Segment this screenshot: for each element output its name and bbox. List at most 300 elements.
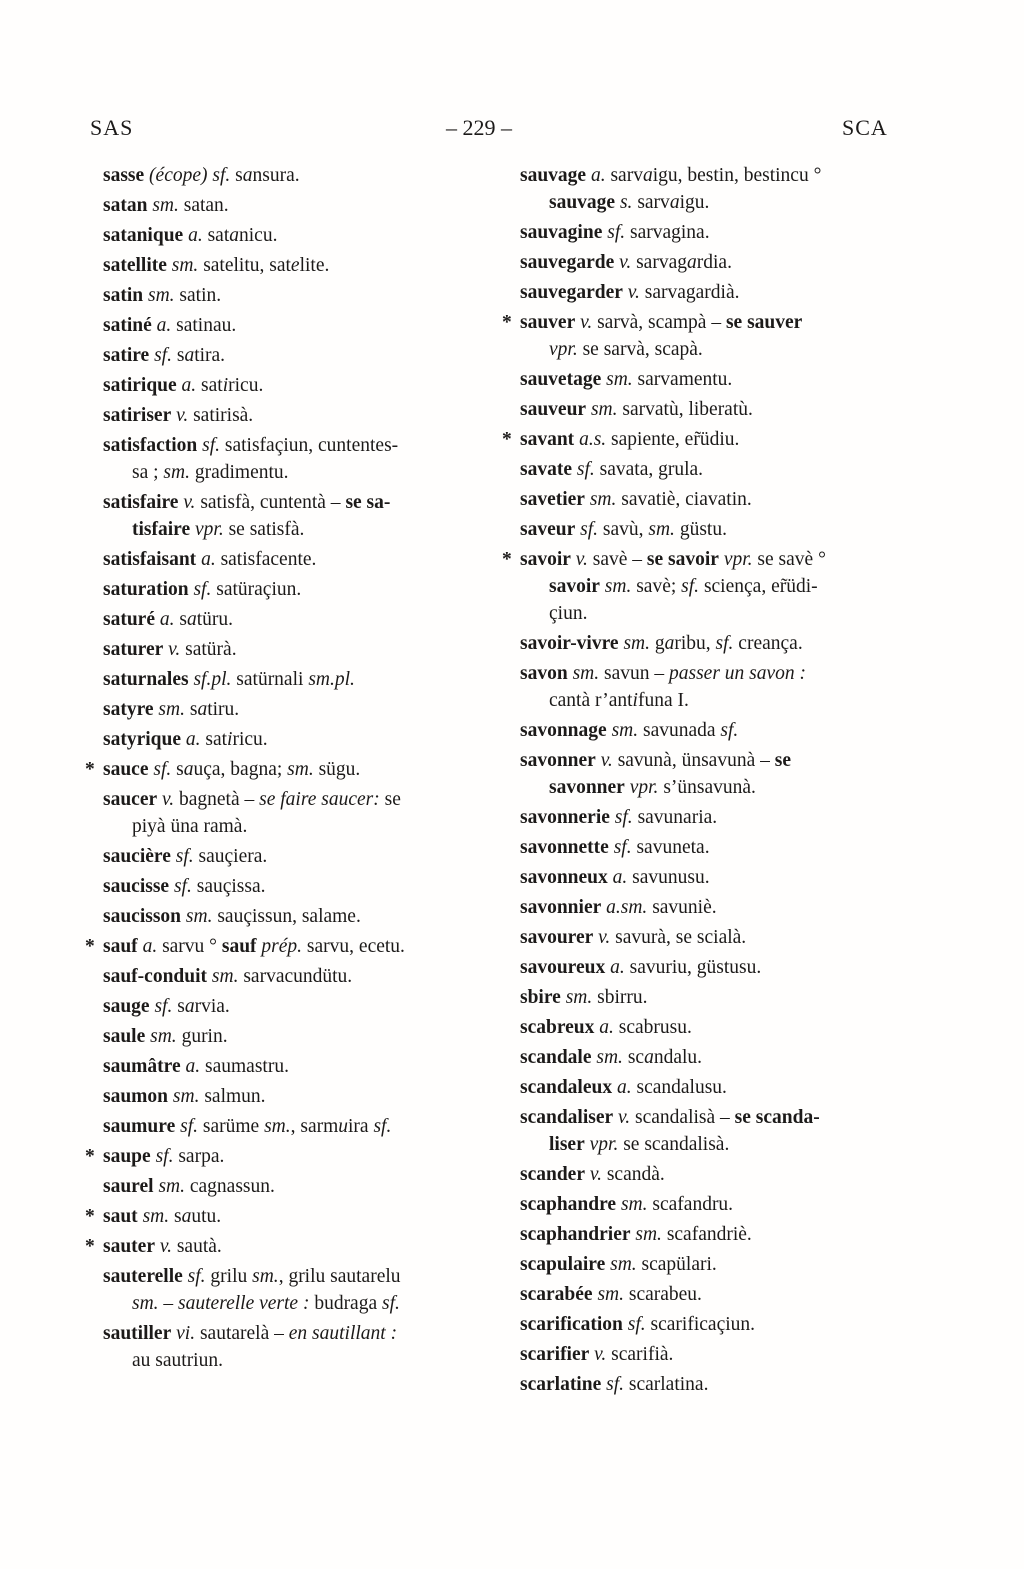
translation-text: salmun. bbox=[199, 1086, 266, 1107]
headword-text: scandale bbox=[520, 1047, 592, 1068]
italic-text: sf. bbox=[580, 519, 599, 540]
entry-line bbox=[103, 1023, 491, 1050]
translation-text: sarv bbox=[605, 165, 643, 186]
italic-text: sm. bbox=[620, 1194, 648, 1215]
translation-text: utu. bbox=[191, 1206, 222, 1227]
italic-text: a.sm. bbox=[606, 897, 648, 918]
dictionary-entry bbox=[520, 630, 912, 657]
dictionary-entry bbox=[103, 843, 491, 870]
headword-text: savourer bbox=[520, 927, 594, 948]
translation-text: funa I. bbox=[637, 690, 689, 711]
entry-line bbox=[520, 660, 912, 687]
italic-text: u bbox=[338, 1116, 349, 1137]
headword-text: scaphandre bbox=[520, 1194, 617, 1215]
entry-line bbox=[520, 1281, 912, 1308]
italic-text: i bbox=[222, 375, 229, 396]
headword-text: sauterelle bbox=[103, 1266, 183, 1287]
italic-text: sf. bbox=[607, 222, 626, 243]
headword-text: scaphandrier bbox=[520, 1224, 631, 1245]
entry-line bbox=[520, 1311, 912, 1338]
italic-text: sm. bbox=[185, 906, 213, 927]
dictionary-entry bbox=[502, 546, 912, 627]
italic-text: v. bbox=[594, 1344, 607, 1365]
italic-text: a. bbox=[610, 957, 625, 978]
dictionary-entry bbox=[520, 219, 912, 246]
headword-text: sauvagine bbox=[520, 222, 603, 243]
translation-text: sarpa. bbox=[173, 1146, 225, 1167]
headword-text: savate bbox=[520, 459, 572, 480]
headword-text: sasse bbox=[103, 165, 145, 186]
italic-text: a bbox=[669, 192, 680, 213]
translation-text: satürà. bbox=[180, 639, 237, 660]
headword-text: savoir bbox=[520, 549, 571, 570]
entry-line bbox=[103, 576, 491, 603]
translation-text: scarabeu. bbox=[623, 1284, 702, 1305]
italic-text: v. bbox=[162, 789, 175, 810]
entry-line bbox=[520, 516, 912, 543]
italic-text: a bbox=[687, 252, 697, 273]
italic-text: v. bbox=[619, 252, 632, 273]
italic-text: a bbox=[197, 699, 208, 720]
entry-line bbox=[103, 1083, 491, 1110]
entry-line bbox=[520, 279, 912, 306]
italic-text: i bbox=[632, 690, 638, 711]
entry-line bbox=[520, 954, 912, 981]
translation-text: satisfà, cuntentà – bbox=[195, 492, 346, 513]
translation-text: scafandru. bbox=[647, 1194, 734, 1215]
dictionary-entry bbox=[103, 666, 491, 693]
headword-text: saturation bbox=[103, 579, 189, 600]
italic-text: se faire saucer: bbox=[259, 789, 380, 810]
italic-text: sf. bbox=[202, 435, 221, 456]
translation-text: igu. bbox=[679, 192, 710, 213]
translation-text: lite. bbox=[299, 255, 330, 276]
italic-text: sf. bbox=[720, 720, 739, 741]
dictionary-entry bbox=[103, 696, 491, 723]
entry-line bbox=[520, 1191, 912, 1218]
italic-text: a. bbox=[159, 609, 175, 630]
translation-text: savata, grula. bbox=[594, 459, 704, 480]
translation-text: scafandriè. bbox=[661, 1224, 752, 1245]
translation-text: s bbox=[171, 759, 184, 780]
headword-text: savonnette bbox=[520, 837, 609, 858]
entry-line bbox=[103, 963, 491, 990]
translation-text: sat bbox=[196, 375, 223, 396]
translation-text: sautà. bbox=[171, 1236, 222, 1257]
translation-text: scandalisà – bbox=[630, 1107, 735, 1128]
translation-text: sauçissa. bbox=[191, 876, 266, 897]
entry-line bbox=[520, 984, 912, 1011]
italic-text: v. bbox=[176, 405, 189, 426]
italic-text: sf. bbox=[154, 996, 173, 1017]
headword-text: sauvetage bbox=[520, 369, 602, 390]
entry-line bbox=[103, 372, 491, 399]
headword-text: sbire bbox=[520, 987, 561, 1008]
headword-text: saut bbox=[103, 1206, 138, 1227]
headword-text: sauvage bbox=[549, 192, 616, 213]
translation-text: satan. bbox=[178, 195, 229, 216]
headword-text: saturer bbox=[103, 639, 164, 660]
translation-text: se scandalisà. bbox=[618, 1134, 730, 1155]
italic-text: sf. bbox=[627, 1314, 646, 1335]
asterisk-marker: * bbox=[85, 1146, 95, 1167]
headword-text: saturé bbox=[103, 609, 155, 630]
translation-text: sarüme bbox=[198, 1116, 265, 1137]
italic-text: v. bbox=[183, 492, 196, 513]
headword-text: saucisse bbox=[103, 876, 170, 897]
headword-text: saurel bbox=[103, 1176, 154, 1197]
entry-line bbox=[520, 717, 912, 744]
dictionary-entry bbox=[103, 546, 491, 573]
entry-line bbox=[520, 774, 912, 801]
headword-text: saule bbox=[103, 1026, 146, 1047]
headword-text: satellite bbox=[103, 255, 167, 276]
headword-text: savon bbox=[520, 663, 568, 684]
headword-text: savonner bbox=[549, 777, 625, 798]
entry-line bbox=[520, 924, 912, 951]
entry-line bbox=[520, 600, 912, 627]
italic-text: passer un savon : bbox=[668, 663, 807, 684]
dictionary-entry bbox=[520, 486, 912, 513]
headword-text: savoureux bbox=[520, 957, 606, 978]
translation-text: se savè ° bbox=[752, 549, 826, 570]
dictionary-entry bbox=[103, 993, 491, 1020]
translation-text: scandà. bbox=[601, 1164, 665, 1185]
entry-line bbox=[520, 1251, 912, 1278]
italic-text: sm. bbox=[610, 1254, 637, 1275]
asterisk-marker: * bbox=[85, 1236, 95, 1257]
entry-line bbox=[103, 993, 491, 1020]
translation-text: rdia. bbox=[696, 252, 732, 273]
italic-text: sm. bbox=[142, 1206, 170, 1227]
translation-text: sarvag bbox=[631, 252, 687, 273]
translation-text: scarifià. bbox=[606, 1344, 674, 1365]
translation-text: sarvu, ecetu. bbox=[302, 936, 405, 957]
italic-text: sm. bbox=[287, 759, 314, 780]
headword-text: scarlatine bbox=[520, 1374, 602, 1395]
italic-text: sm. bbox=[590, 399, 618, 420]
italic-text: sf. bbox=[614, 807, 633, 828]
translation-text: creança. bbox=[733, 633, 803, 654]
italic-text: sm. bbox=[252, 1266, 279, 1287]
italic-text: v. bbox=[627, 282, 640, 303]
dictionary-entry bbox=[520, 864, 912, 891]
italic-text: (écope) sf. bbox=[149, 165, 231, 186]
headword-text: savonnier bbox=[520, 897, 602, 918]
italic-text: i bbox=[227, 729, 233, 750]
asterisk-marker: * bbox=[502, 429, 512, 450]
entry-line bbox=[520, 864, 912, 891]
translation-text: güstu. bbox=[674, 519, 727, 540]
translation-text: sciença, er̃üdi- bbox=[699, 576, 818, 597]
italic-text: sf. bbox=[576, 459, 595, 480]
italic-text: sf.pl. bbox=[193, 669, 232, 690]
headword-text: satyrique bbox=[103, 729, 181, 750]
translation-text: sautarelà – bbox=[195, 1323, 289, 1344]
italic-text: a. bbox=[142, 936, 158, 957]
translation-text: piyà üna ramà. bbox=[132, 816, 248, 837]
entry-line bbox=[103, 726, 491, 753]
dictionary-entry bbox=[103, 1320, 491, 1374]
dictionary-entry bbox=[520, 1191, 912, 1218]
entry-line bbox=[103, 516, 491, 543]
translation-text: scapülari. bbox=[636, 1254, 717, 1275]
dictionary-entry bbox=[103, 432, 491, 486]
italic-text: e bbox=[290, 255, 300, 276]
italic-text: sm. bbox=[589, 489, 617, 510]
entry-line bbox=[520, 189, 912, 216]
italic-text: a. bbox=[612, 867, 628, 888]
translation-text: uça, bagna; bbox=[193, 759, 288, 780]
dictionary-entry bbox=[520, 717, 912, 744]
headword-text: scandaleux bbox=[520, 1077, 613, 1098]
dictionary-entry bbox=[520, 279, 912, 306]
translation-text: cagnassun. bbox=[184, 1176, 275, 1197]
italic-text: vpr. bbox=[589, 1134, 619, 1155]
italic-text: sm. bbox=[150, 1026, 177, 1047]
italic-text: a bbox=[242, 165, 253, 186]
headword-text: scabreux bbox=[520, 1017, 595, 1038]
dictionary-entry bbox=[103, 372, 491, 399]
dictionary-entry bbox=[520, 516, 912, 543]
headword-text: saucière bbox=[103, 846, 171, 867]
italic-text: sf. bbox=[715, 633, 734, 654]
headword-text: sauce bbox=[103, 759, 149, 780]
entry-line bbox=[103, 162, 491, 189]
entry-line bbox=[103, 1173, 491, 1200]
italic-text: a. bbox=[181, 375, 197, 396]
translation-text: savurà, se scialà. bbox=[610, 927, 747, 948]
translation-text: sauçiera. bbox=[193, 846, 268, 867]
entry-line bbox=[520, 366, 912, 393]
italic-text: en sautillant : bbox=[288, 1323, 398, 1344]
headword-text: sauter bbox=[103, 1236, 155, 1257]
translation-text: ricu. bbox=[228, 375, 264, 396]
translation-text: ricu. bbox=[232, 729, 268, 750]
running-header bbox=[0, 115, 1024, 145]
translation-text: sarvamentu. bbox=[632, 369, 733, 390]
translation-text: – bbox=[158, 1293, 179, 1314]
headword-text: satisfaction bbox=[103, 435, 198, 456]
headword-text: savant bbox=[520, 429, 575, 450]
italic-text: sf. bbox=[180, 1116, 198, 1137]
dictionary-entry bbox=[103, 786, 491, 840]
dictionary-entry bbox=[520, 804, 912, 831]
italic-text: sm. bbox=[172, 1086, 200, 1107]
headword-text: sauveur bbox=[520, 399, 587, 420]
italic-text: v. bbox=[600, 750, 613, 771]
entry-line bbox=[103, 1290, 491, 1317]
headword-text: saucer bbox=[103, 789, 158, 810]
translation-text: savunà, ünsavunà – bbox=[612, 750, 775, 771]
dictionary-entry bbox=[520, 747, 912, 801]
entry-line bbox=[103, 282, 491, 309]
entry-line bbox=[85, 1203, 491, 1230]
translation-text: saumastru. bbox=[200, 1056, 289, 1077]
headword-text: se bbox=[774, 750, 791, 771]
headword-text: se scanda- bbox=[734, 1107, 820, 1128]
italic-text: a.s. bbox=[579, 429, 607, 450]
translation-text: türu. bbox=[196, 609, 234, 630]
entry-line bbox=[85, 756, 491, 783]
translation-text: satinau. bbox=[171, 315, 237, 336]
dictionary-entry bbox=[103, 342, 491, 369]
italic-text: s. bbox=[619, 192, 633, 213]
entry-line bbox=[520, 1131, 912, 1158]
entry-line bbox=[520, 456, 912, 483]
entry-line bbox=[520, 687, 912, 714]
italic-text: sf. bbox=[681, 576, 700, 597]
dictionary-entry bbox=[520, 1371, 912, 1398]
headword-text: savetier bbox=[520, 489, 585, 510]
headword-text: savoir bbox=[549, 576, 600, 597]
italic-text: sf. bbox=[382, 1293, 400, 1314]
translation-text: nsura. bbox=[252, 165, 300, 186]
entry-line bbox=[103, 813, 491, 840]
dictionary-entry bbox=[85, 1143, 491, 1170]
translation-text: satisfaçiun, cuntentes- bbox=[220, 435, 399, 456]
dictionary-entry bbox=[520, 366, 912, 393]
italic-text: sauterelle verte : bbox=[178, 1293, 310, 1314]
dictionary-entry bbox=[103, 873, 491, 900]
translation-text: satürnali bbox=[231, 669, 309, 690]
dictionary-entry bbox=[103, 576, 491, 603]
asterisk-marker: * bbox=[502, 312, 512, 333]
translation-text: savunusu. bbox=[627, 867, 710, 888]
translation-text: sarvu ° bbox=[157, 936, 222, 957]
italic-text: a bbox=[181, 1206, 192, 1227]
headword-text: sauf-conduit bbox=[103, 966, 208, 987]
asterisk-marker: * bbox=[85, 759, 95, 780]
headword-text: sauf bbox=[221, 936, 257, 957]
headword-text: se sauver bbox=[725, 312, 803, 333]
headword-text: savonnage bbox=[520, 720, 607, 741]
italic-text: a. bbox=[185, 729, 201, 750]
headword-text: sauver bbox=[520, 312, 576, 333]
translation-text: satüraçiun. bbox=[211, 579, 302, 600]
translation-text: savunada bbox=[638, 720, 721, 741]
dictionary-entry bbox=[85, 756, 491, 783]
translation-text: g bbox=[649, 633, 665, 654]
translation-text: sat bbox=[202, 225, 230, 246]
dictionary-entry bbox=[103, 1263, 491, 1317]
headword-text: se savoir bbox=[646, 549, 719, 570]
column-right bbox=[502, 162, 912, 1401]
entry-line bbox=[520, 747, 912, 774]
entry-line bbox=[520, 486, 912, 513]
dictionary-entry bbox=[103, 636, 491, 663]
running-head-right: SCA bbox=[842, 115, 888, 140]
asterisk-marker: * bbox=[502, 549, 512, 570]
dictionary-entry bbox=[103, 402, 491, 429]
italic-text: vpr. bbox=[723, 549, 753, 570]
translation-text: s bbox=[169, 1206, 182, 1227]
entry-line bbox=[520, 834, 912, 861]
translation-text: satisfacente. bbox=[215, 549, 317, 570]
translation-text: sat bbox=[200, 729, 228, 750]
headword-text: satanique bbox=[103, 225, 184, 246]
translation-text: savuniè. bbox=[647, 897, 717, 918]
page-number: – 229 – bbox=[446, 115, 512, 140]
entry-line bbox=[103, 1053, 491, 1080]
dictionary-entry bbox=[520, 396, 912, 423]
italic-text: sf. bbox=[175, 846, 194, 867]
asterisk-marker: * bbox=[85, 936, 95, 957]
italic-text: v. bbox=[598, 927, 611, 948]
headword-text: savonneux bbox=[520, 867, 608, 888]
dictionary-entry bbox=[103, 903, 491, 930]
translation-text: savù, bbox=[598, 519, 649, 540]
entry-line bbox=[520, 1014, 912, 1041]
headword-text: sauf bbox=[103, 936, 138, 957]
headword-text: satin bbox=[103, 285, 144, 306]
italic-text: sm. bbox=[596, 1047, 623, 1068]
translation-text: sarvà, scampà – bbox=[592, 312, 726, 333]
italic-text: prép. bbox=[261, 936, 303, 957]
dictionary-entry bbox=[520, 924, 912, 951]
dictionary-entry bbox=[103, 963, 491, 990]
entry-line bbox=[520, 1221, 912, 1248]
italic-text: sm.pl. bbox=[308, 669, 355, 690]
entry-line bbox=[520, 336, 912, 363]
translation-text: savun – bbox=[599, 663, 669, 684]
translation-text: sapiente, er̃üdiu. bbox=[606, 429, 740, 450]
entry-line bbox=[502, 546, 912, 573]
translation-text: s bbox=[171, 345, 185, 366]
dictionary-entry bbox=[520, 1104, 912, 1158]
entry-line bbox=[103, 606, 491, 633]
translation-text: satin. bbox=[174, 285, 222, 306]
translation-text: sarvagardià. bbox=[639, 282, 740, 303]
translation-text: s bbox=[172, 996, 185, 1017]
headword-text: scarification bbox=[520, 1314, 623, 1335]
italic-text: sm. bbox=[158, 699, 185, 720]
dictionary-entry bbox=[85, 933, 491, 960]
translation-text: gradimentu. bbox=[189, 462, 289, 483]
dictionary-entry bbox=[103, 1113, 491, 1140]
italic-text: vi. bbox=[176, 1323, 196, 1344]
headword-text: tisfaire bbox=[132, 519, 191, 540]
headword-text: sauge bbox=[103, 996, 150, 1017]
dictionary-entry bbox=[103, 192, 491, 219]
dictionary-entry bbox=[85, 1203, 491, 1230]
translation-text: savè – bbox=[587, 549, 647, 570]
headword-text: satiriser bbox=[103, 405, 172, 426]
translation-text: budraga bbox=[309, 1293, 382, 1314]
dictionary-entry bbox=[85, 1233, 491, 1260]
italic-text: a bbox=[184, 996, 195, 1017]
dictionary-entry bbox=[520, 456, 912, 483]
dictionary-entry bbox=[520, 834, 912, 861]
entry-line bbox=[103, 666, 491, 693]
translation-text: ndalu. bbox=[653, 1047, 703, 1068]
translation-text: sauçissun, salame. bbox=[212, 906, 361, 927]
headword-text: sautiller bbox=[103, 1323, 172, 1344]
translation-text: nicu. bbox=[239, 225, 278, 246]
entry-line bbox=[520, 1044, 912, 1071]
dictionary-entry bbox=[520, 1161, 912, 1188]
entry-line bbox=[103, 222, 491, 249]
entry-line bbox=[103, 1263, 491, 1290]
running-head-left: SAS bbox=[90, 115, 134, 140]
italic-text: a bbox=[664, 633, 675, 654]
italic-text: sf. bbox=[613, 837, 632, 858]
entry-line bbox=[103, 192, 491, 219]
italic-text: a. bbox=[201, 549, 216, 570]
entry-line bbox=[520, 1104, 912, 1131]
dictionary-entry bbox=[103, 312, 491, 339]
translation-text: sarv bbox=[632, 192, 670, 213]
